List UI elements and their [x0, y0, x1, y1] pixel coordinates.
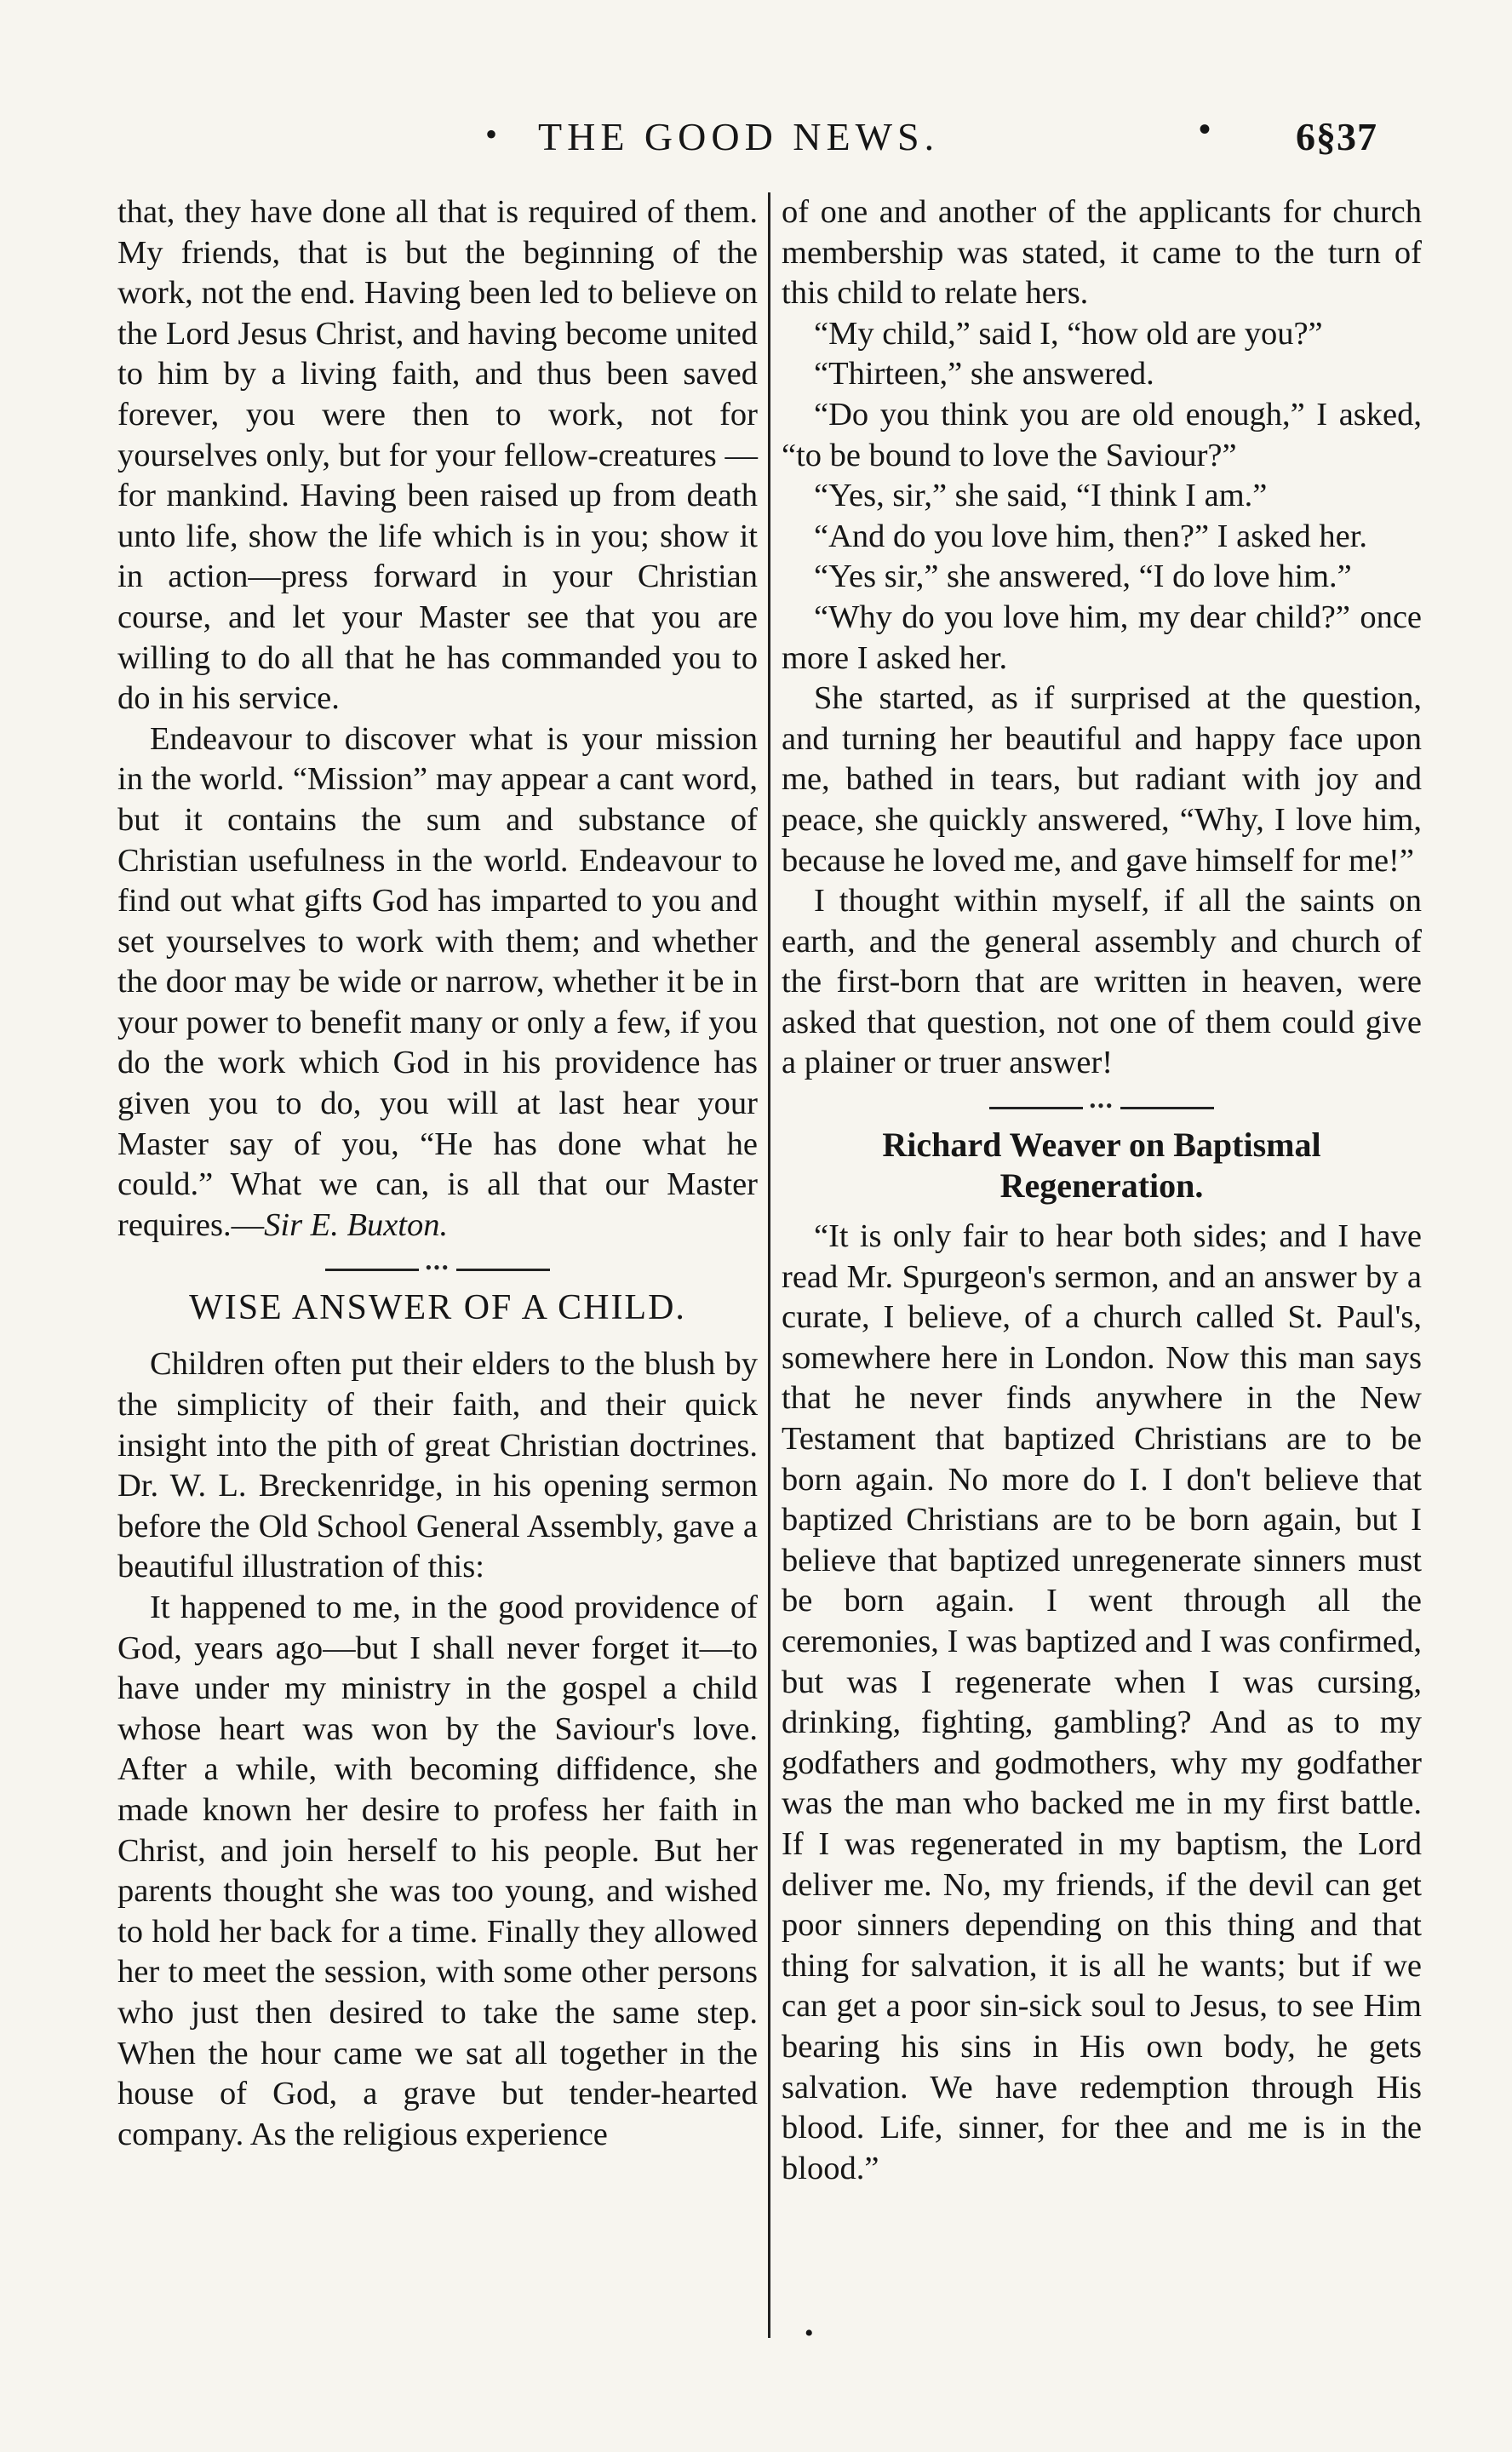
divider-rule-right [456, 1269, 550, 1271]
right-paragraph-4: “It is only fair to hear both sides; and I have read Mr. Spurgeon's sermon, and an answer by a curate, I believe, of a church called St. Paul's, somewhere here in London. Now this man says that he never finds anywhere in the New Testament that baptized Christians are to be born again. No more do I. I don't believe that baptized Christians are to be born again, but I believe that baptized unregenerate sinners must be born again. I went through all the ceremonies, I was baptized and I was confirmed, but was I regenerate when I was cursing, drinking, fighting, gambling? And as to my godfathers and godmothers, why my godfather was the man who backed me in my first battle. If I was regenerated in my baptism, the Lord deliver me. No, my friends, if the devil can get poor sinners depending on this thing and that thing for salvation, it is all he wants; but if we can get a poor sin-sick soul to Jesus, to see Him bearing his sins in His own body, he gets salvation. We have redemption through His blood. Life, sinner, for thee and me is in the blood.” [782, 1218, 1422, 2186]
publication-title: THE GOOD NEWS. [538, 115, 940, 158]
right-paragraph-1: of one and another of the applicants for church membership was stated, it came to the turn of this child to relate hers. [782, 194, 1422, 312]
right-paragraph-3: I thought within myself, if all the saints on earth, and the general assembly and church of the first-born that are written in heaven, were asked that question, not one of them could give a plainer or truer answer! [782, 883, 1422, 1081]
dialogue-line-2: “Thirteen,” she answered. [814, 356, 1154, 392]
divider-rule-left [325, 1269, 419, 1271]
left-paragraph-3: Children often put their elders to the blush by the simplicity of their faith, and their quick insight into the pith of great Christian doctrines. Dr. W. L. Breckenridge, in his opening sermon before the Old School General Assembly, gave a beautiful illustration of this: [117, 1346, 758, 1585]
footer-mark: • [805, 2319, 814, 2347]
article-divider-rule-left [989, 1107, 1083, 1109]
right-column [782, 192, 1422, 2189]
section-title: WISE ANSWER OF A CHILD. [189, 1288, 686, 1328]
article-divider-ornament: ••• [1089, 1095, 1114, 1117]
article-subheading: Richard Weaver on Baptismal Regeneration. [882, 1126, 1321, 1206]
header-dot: • [1199, 110, 1217, 148]
divider-ornament: ••• [425, 1257, 450, 1279]
dialogue-line-1: “My child,” said I, “how old are you?” [814, 315, 1323, 352]
dialogue-line-7: “Why do you love him, my dear child?” once more I asked her. [782, 599, 1422, 676]
article-divider [782, 1096, 1422, 1116]
dialogue-line-5: “And do you love him, then?” I asked her. [814, 518, 1368, 554]
left-column [117, 192, 758, 2155]
dialogue-line-4: “Yes, sir,” she said, “I think I am.” [814, 478, 1268, 514]
left-paragraph-4: It happened to me, in the good providence of God, years ago—but I shall never forget it—to have under my ministry in the gospel a child whose heart was won by the Saviour's love. After a while, with becoming diffidence, she made known her desire to profess her faith in Christ, and join herself to his people. But her parents thought she was too young, and wished to hold her back for a time. Finally they allowed her to meet the session, with some other persons who just then desired to take the same step. When the hour came we sat all together in the house of God, a grave but tender-hearted company. As the religious experience [117, 1590, 758, 2152]
article-divider-rule-right [1120, 1107, 1214, 1109]
running-head [443, 110, 1430, 165]
page-number: 6§37 [1296, 115, 1377, 158]
column-divider [768, 192, 770, 2338]
dialogue-line-3: “Do you think you are old enough,” I asked, “to be bound to love the Saviour?” [782, 396, 1422, 473]
section-divider [117, 1258, 758, 1278]
left-paragraph-1: that, they have done all that is required of them. My friends, that is but the beginning of the work, not the end. Having been led to believe on the Lord Jesus Christ, and having become united to him by a living faith, and thus been saved forever, you were then to work, not for yourselves only, but for your fellow-creatures —for mankind. Having been raised up from death unto life, show the life which is in you; show it in action—press forward in your Christian course, and let your Master see that you are willing to do all that he has commanded you to do in his service. [117, 194, 758, 717]
left-paragraph-2 [117, 719, 758, 1246]
signature: Sir E. Buxton. [264, 1206, 449, 1243]
right-paragraph-2: She started, as if surprised at the question, and turning her beautiful and happy face upon me, bathed in tears, but radiant with joy and peace, she quickly answered, “Why, I love him, because he loved me, and gave himself for me!” [782, 680, 1422, 879]
header-bullet: • [485, 115, 503, 153]
left-paragraph-2-text: Endeavour to discover what is your mission in the world. “Mission” may appear a cant word, but it contains the sum and substance of Christian usefulness in the world. Endeavour to find out what gifts God has imparted to you and set yourselves to work with them; and whether the door may be wide or narrow, whether it be in your power to benefit many or only a few, if you do the work which God in his providence has given you to do, you will at last hear your Master say of you, “He has done what he could.” What we can, is all that our Master requires.— [117, 720, 758, 1243]
dialogue-line-6: “Yes sir,” she answered, “I do love him.” [814, 559, 1352, 595]
